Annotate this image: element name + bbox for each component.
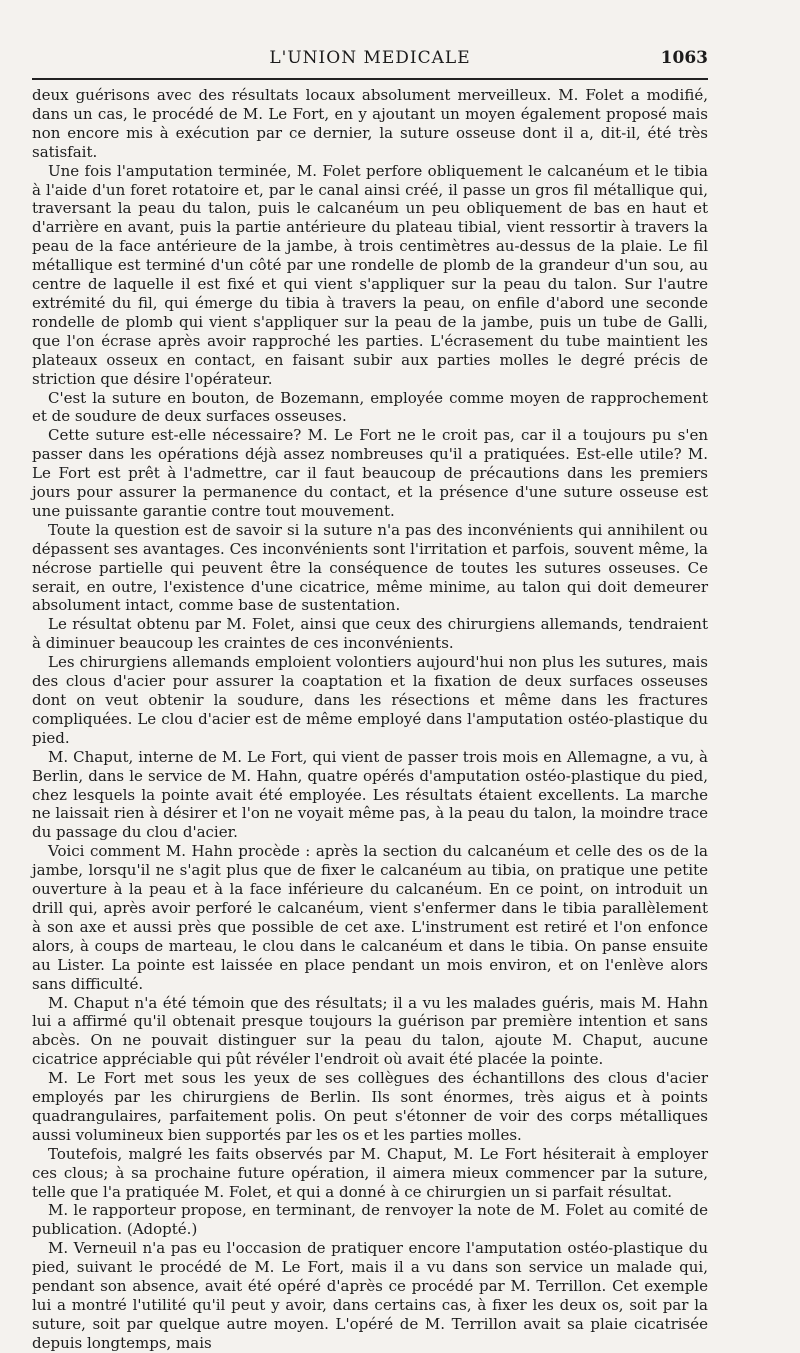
page-number: 1063 [660,48,708,68]
paragraph: deux guérisons avec des résultats locaux absolument merveilleux. M. Folet a modifié, dans un cas, le procédé de M. Le Fort, en y ajoutant un moyen également proposé mais non encore mis à exécution par ce dernier, la suture osseuse dont il a, dit-il, été très satisfait. [32,86,708,161]
paragraph: Voici comment M. Hahn procède : après la section du calcanéum et celle des os de la jambe, lorsqu'il ne s'agit plus que de fixer le calcanéum au tibia, on pratique une petite ouverture à la peau et à la face inférieure du calcanéum. En ce point, on introduit un drill qui, après avoir perforé le calcanéum, vient s'enfermer dans le tibia parallèlement à son axe et aussi près que possible de cet axe. L'instrument est retiré et l'on enfonce alors, à coups de marteau, le clou dans le calcanéum et dans le tibia. On panse ensuite au Lister. La pointe est laissée en place pendant un mois environ, et on l'enlève alors sans difficulté. [32,842,708,993]
paragraph: Le résultat obtenu par M. Folet, ainsi que ceux des chirurgiens allemands, tendraient à diminuer beaucoup les craintes de ces inconvénients. [32,615,708,653]
running-header [32,48,708,74]
body-text [32,86,708,1353]
paragraph: M. le rapporteur propose, en terminant, de renvoyer la note de M. Folet au comité de publication. (Adopté.) [32,1201,708,1239]
paragraph: M. Chaput, interne de M. Le Fort, qui vient de passer trois mois en Allemagne, a vu, à Berlin, dans le service de M. Hahn, quatre opérés d'amputation ostéo-plastique du pied, chez lesquels la pointe avait été employée. Les résultats étaient excellents. La marche ne laissait rien à désirer et l'on ne voyait même pas, à la peau du talon, la moindre trace du passage du clou d'acier. [32,747,708,842]
paragraph: Les chirurgiens allemands emploient volontiers aujourd'hui non plus les sutures, mais des clous d'acier pour assurer la coaptation et la fixation de deux surfaces osseuses dont on veut obtenir la soudure, dans les résections et même dans les fractures compliquées. Le clou d'acier est de même employé dans l'amputation ostéo-plastique du pied. [32,653,708,747]
paragraph: M. Verneuil n'a pas eu l'occasion de pratiquer encore l'amputation ostéo-plastique du pied, suivant le procédé de M. Le Fort, mais il a vu dans son service un malade qui, pendant son absence, avait été opéré d'après ce procédé par M. Terrillon. Cet exemple lui a montré l'utilité qu'il peut y avoir, dans certains cas, à fixer les deux os, soit par la suture, soit par quelque autre moyen. L'opéré de M. Terrillon avait sa plaie cicatrisée depuis longtemps, mais [32,1239,708,1352]
journal-title: L'UNION MEDICALE [269,48,471,68]
paragraph: Toutefois, malgré les faits observés par M. Chaput, M. Le Fort hésiterait à employer ces clous; à sa prochaine future opération, il aimera mieux commencer par la suture, telle que l'a pratiquée M. Folet, et qui a donné à ce chirurgien un si parfait résultat. [32,1144,708,1201]
paragraph: Toute la question est de savoir si la suture n'a pas des inconvénients qui annihilent ou dépassent ses avantages. Ces inconvénients sont l'irritation et parfois, souvent même, la nécrose partielle qui peuvent être la conséquence de toutes les sutures osseuses. Ce serait, en outre, l'existence d'une cicatrice, même minime, au talon qui doit demeurer absolument intact, comme base de sustentation. [32,520,708,615]
paragraph: Une fois l'amputation terminée, M. Folet perfore obliquement le calcanéum et le tibia à l'aide d'un foret rotatoire et, par le canal ainsi créé, il passe un gros fil métallique qui, traversant la peau du talon, puis le calcanéum un peu obliquement de bas en haut et d'arrière en avant, puis la partie antérieure du plateau tibial, vient ressortir à travers la peau de la face antérieure de la jambe, à trois centimètres au-dessus de la plaie. Le fil métallique est terminé d'un côté par une rondelle de plomb de la grandeur d'un sou, au centre de laquelle il est fixé et qui vient s'appliquer sur la peau du talon. Sur l'autre extrémité du fil, qui émerge du tibia à travers la peau, on enfile d'abord une seconde rondelle de plomb qui vient s'appliquer sur la peau de la jambe, puis un tube de Galli, que l'on écrase après avoir rapproché les parties. L'écrasement du tube maintient les plateaux osseux en contact, en faisant subir aux parties molles le degré précis de striction que désire l'opérateur. [32,161,708,388]
paragraph: C'est la suture en bouton, de Bozemann, employée comme moyen de rapprochement et de soudure de deux surfaces osseuses. [32,388,708,426]
paragraph: M. Le Fort met sous les yeux de ses collègues des échantillons des clous d'acier employés par les chirurgiens de Berlin. Ils sont énormes, très aigus et à points quadrangulaires, parfaitement polis. On peut s'étonner de voir des corps métalliques aussi volumineux bien supportés par les os et les parties molles. [32,1069,708,1144]
header-rule [32,78,708,80]
paragraph: Cette suture est-elle nécessaire? M. Le Fort ne le croit pas, car il a toujours pu s'en passer dans les opérations déjà assez nombreuses qu'il a pratiquées. Est-elle utile? M. Le Fort est prêt à l'admettre, car il faut beaucoup de précautions dans les premiers jours pour assurer la permanence du contact, et la présence d'une suture osseuse est une puissante garantie contre tout mouvement. [32,426,708,520]
paragraph: M. Chaput n'a été témoin que des résultats; il a vu les malades guéris, mais M. Hahn lui a affirmé qu'il obtenait presque toujours la guérison par première intention et sans abcès. On ne pouvait distinguer sur la peau du talon, ajoute M. Chaput, aucune cicatrice appréciable qui pût révéler l'endroit où avait été placée la pointe. [32,993,708,1069]
